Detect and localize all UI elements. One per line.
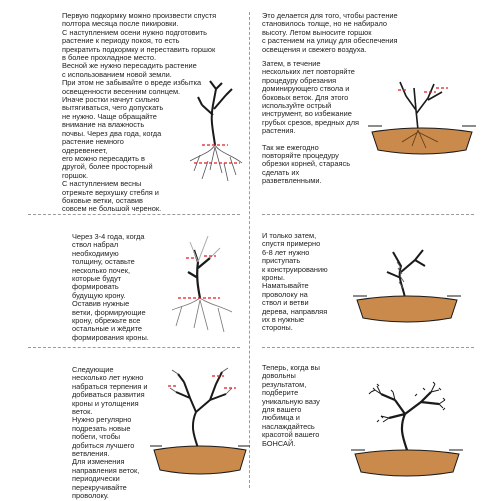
step-4-text <box>262 232 352 333</box>
step-1-para-4: При этом не забывайте о вреде избытка освещенности весенним солнцем. <box>62 78 202 96</box>
step-6-para-1: Теперь, когда вы довольны результатом, подберите уникальную вазу для вашего любимца и наслаждайтесь красотой вашего БОНСАЙ. <box>262 363 320 448</box>
step-1-para-2: С наступлением осени нужно подготовить растение к периоду покоя, то есть прекратить подкормку и переставить горшок в более прохладное место. <box>62 27 216 63</box>
step-3-text <box>72 233 172 342</box>
step-2-para-2: Затем, в течение нескольких лет повторяйте процедуру обрезания доминирующего ствола и боковых веток. Для этого используйте острый инструмент, во избежание грубых срезов, вредных для растения. <box>262 59 360 136</box>
step-5-para-3: Для изменения направления веток, периодически перекручивайте проволоку. <box>72 457 140 501</box>
step-2-para-3: Так же ежегодно повторяйте процедуру обрезки корней, стараясь сделать их разветвленными. <box>262 142 351 186</box>
horizontal-divider-3 <box>28 347 240 348</box>
step-1-para-1: Первую подкормку можно произвести спустя полтора месяца после пикировки. <box>62 11 217 29</box>
finished-bonsai-illustration <box>345 368 470 483</box>
step-1-para-6: С наступлением весны отрежьте верхушку стебля и боковые ветки, оставив совсем не большой черенок. <box>62 179 162 214</box>
seedling-illustration <box>180 75 250 185</box>
step-6-text <box>262 364 347 448</box>
trunk-buds-illustration <box>160 228 245 343</box>
step-5-para-2: Нужно регулярно подрезать новые побеги, чтобы добиться лучшего ветвления. <box>72 415 135 459</box>
step-5-para-1: Следующие несколько лет нужно набраться терпения и добиваться развития кроны и утолщения веток. <box>72 365 148 417</box>
pruned-tree-pot-illustration <box>362 70 482 170</box>
step-1-para-5: Иначе ростки начнут сильно вытягиваться, чего допускать не нужно. Чаще обращайте внимание на влажность почвы. Через два года, когда растение немного одеревенеет, его можно пересадить в другой, более просторный горшок. <box>62 95 164 180</box>
horizontal-divider-4 <box>262 347 474 348</box>
step-2-text-top <box>262 12 462 54</box>
step-4-para-1: И только затем, спустя примерно 6-8 лет нужно приступать к конструированию кроны. Наматывайте проволоку на ствол и ветви дерева, направляя их в нужные стороны. <box>262 231 328 333</box>
step-2-text-bottom <box>262 60 372 186</box>
developing-crown-illustration <box>150 362 250 482</box>
horizontal-divider-2 <box>262 214 474 215</box>
wired-tree-pot-illustration <box>345 238 470 333</box>
horizontal-divider-1 <box>28 214 240 215</box>
step-3-para-1: Через 3-4 года, когда ствол набрал необходимую толщину, оставьте несколько почек, которые будут формировать будущую крону. Оставив нужные ветки, формирующие крону, обрежьте все остальные и жёдите формирования кроны. <box>72 232 149 342</box>
step-1-para-3: Весной же нужно пересадить растение с использованием новой земли. <box>62 61 197 79</box>
step-2-para-1: Это делается для того, чтобы растение становилось толще, но не набирало высоту. Летом выносите горшок с растением на улицу для обеспечения освещения и свежего воздуха. <box>262 11 398 54</box>
